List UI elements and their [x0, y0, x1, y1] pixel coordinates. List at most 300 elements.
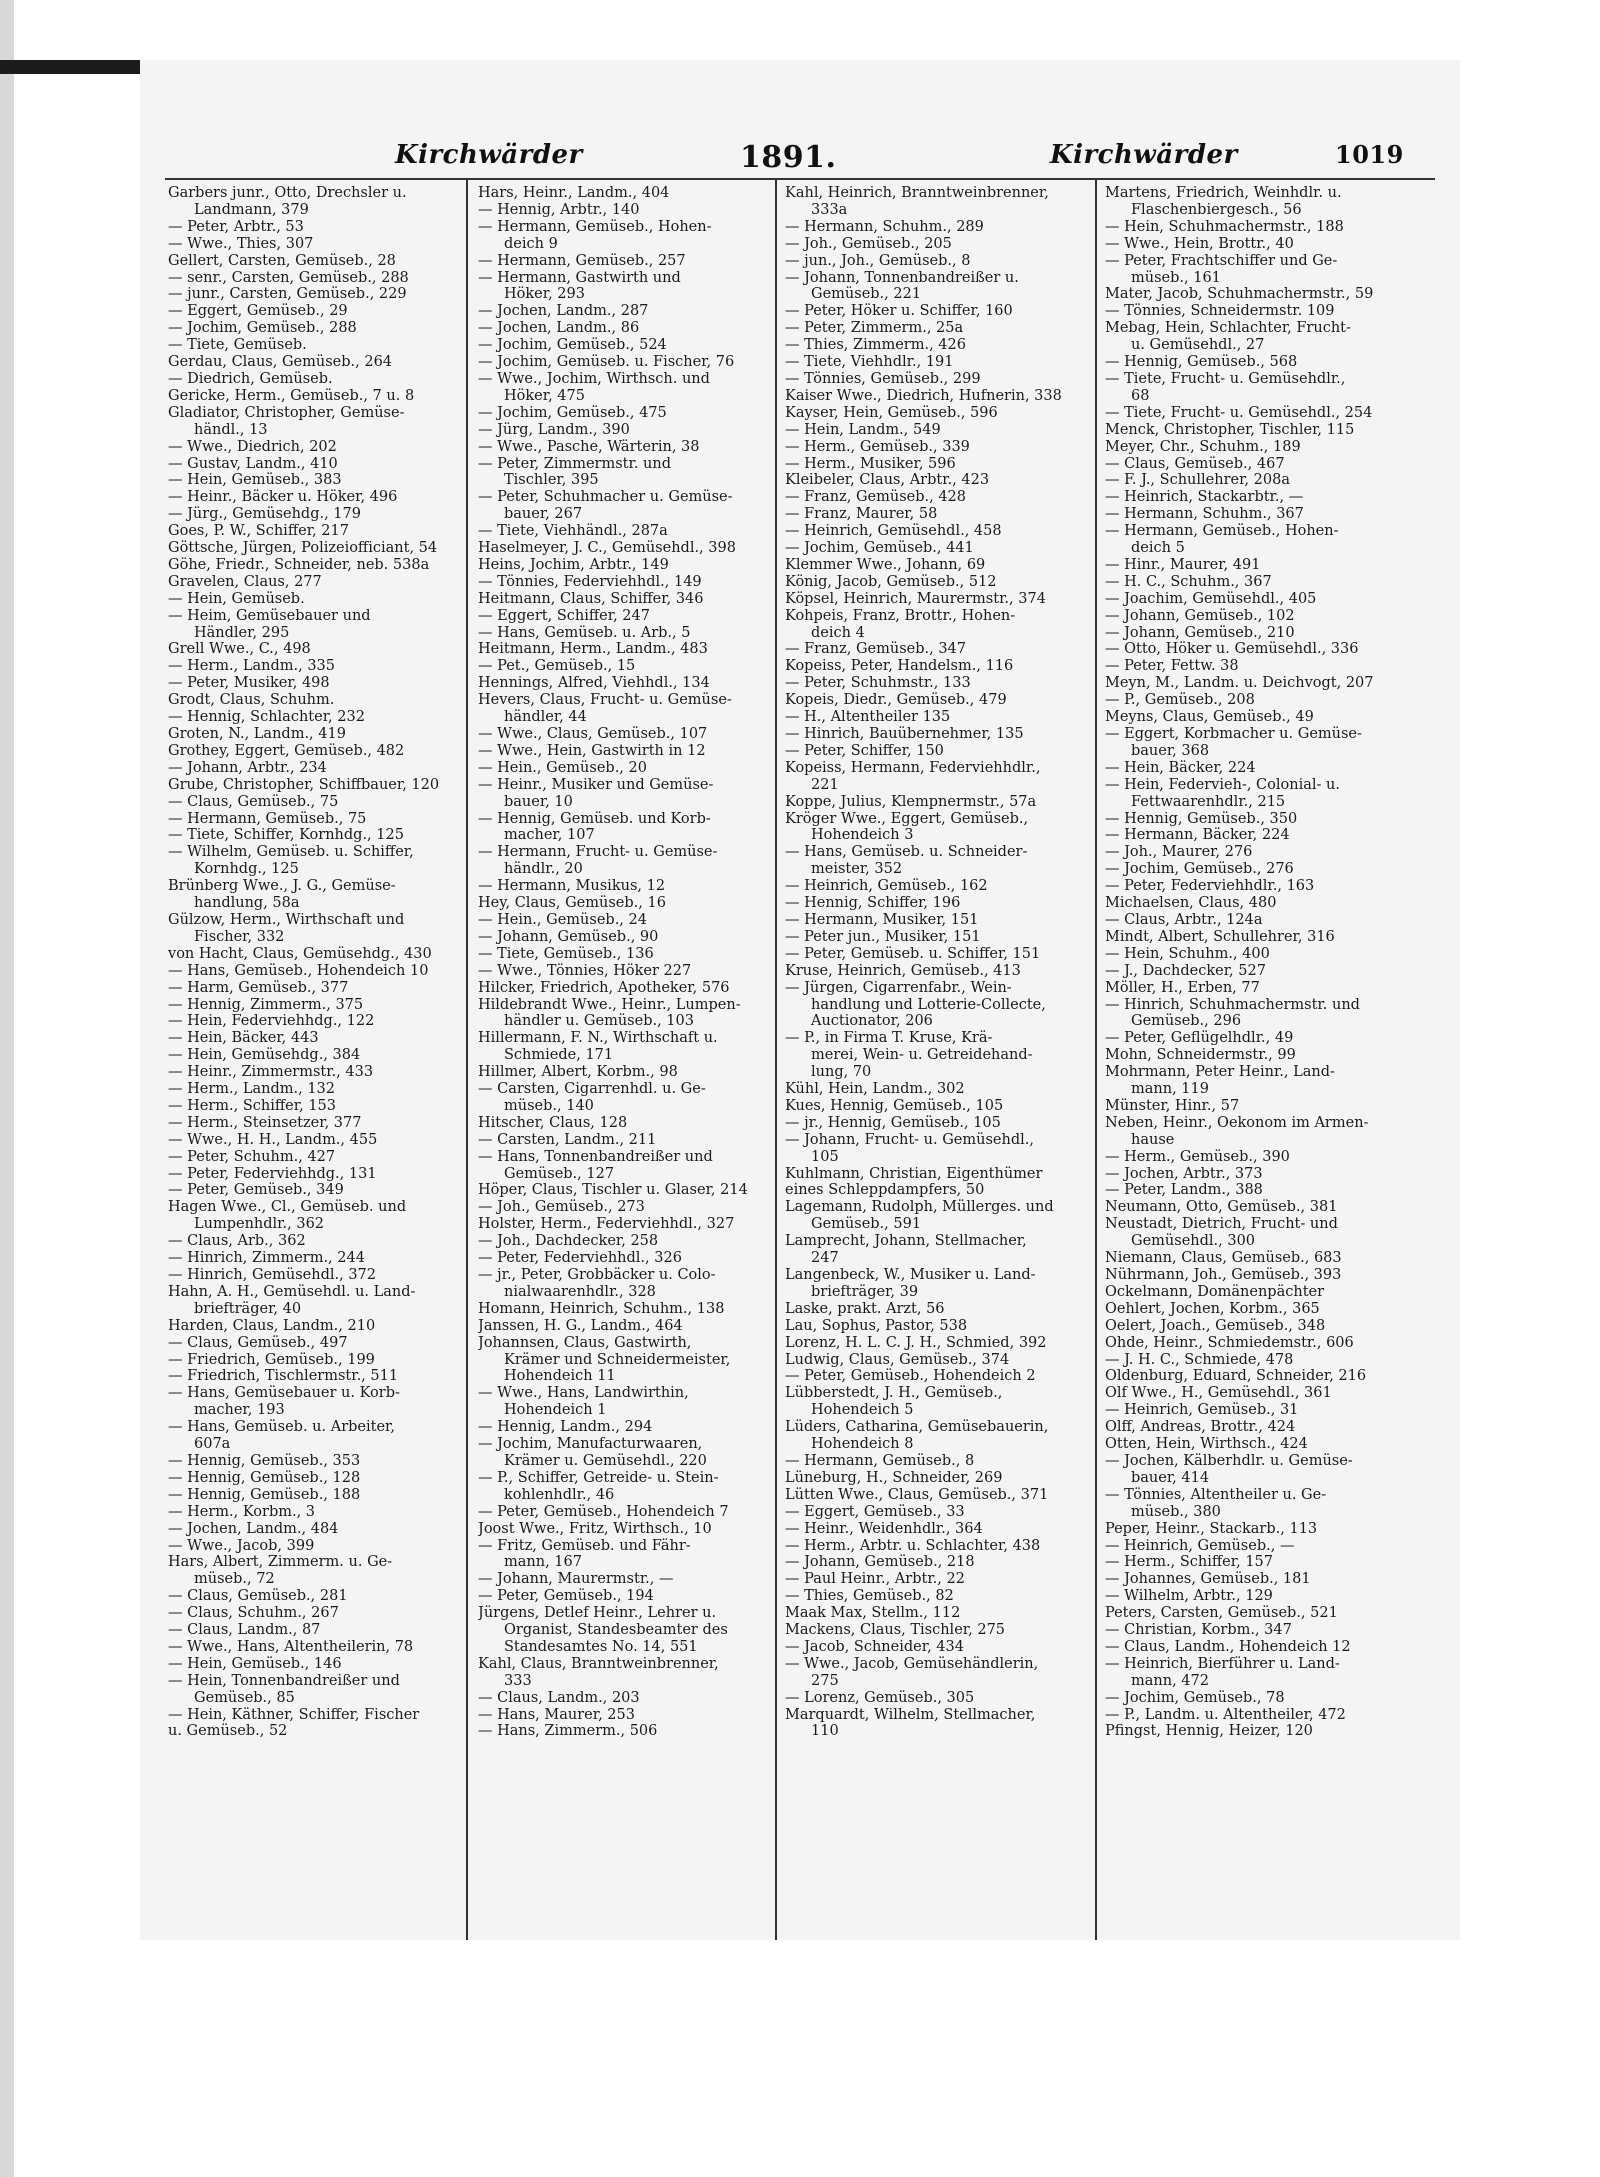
directory-entry-line: Grothey, Eggert, Gemüseb., 482 — [168, 742, 405, 759]
directory-entry-line: — Tiete, Schiffer, Kornhdg., 125 — [168, 827, 404, 844]
directory-entry-line: Nührmann, Joh., Gemüseb., 393 — [1105, 1267, 1342, 1283]
directory-entry-line: Hildebrandt Wwe., Heinr., Lumpen- — [478, 996, 741, 1013]
directory-entry-line: — Herm., Arbtr. u. Schlachter, 438 — [785, 1537, 1041, 1554]
directory-entry-line: müseb., 380 — [1131, 1503, 1221, 1520]
directory-entry-line: Hilcker, Friedrich, Apotheker, 576 — [478, 979, 730, 996]
directory-entry-line: Landmann, 379 — [194, 201, 309, 218]
directory-entry-line: Grell Wwe., C., 498 — [168, 641, 311, 658]
directory-entry-line: — Hein, Bäcker, 224 — [1105, 759, 1256, 776]
directory-entry-line: Kornhdg., 125 — [194, 861, 299, 878]
directory-entry-line: — Tiete, Gemüseb., 136 — [478, 945, 654, 962]
directory-entry-line: Kues, Hennig, Gemüseb., 105 — [785, 1097, 1004, 1114]
directory-entry-line: — Hein, Bäcker, 443 — [168, 1030, 319, 1047]
directory-entry-line: — Peter, Federviehhdlr., 163 — [1105, 878, 1315, 895]
directory-entry-line: — Hennig, Gemüseb. und Korb- — [478, 810, 711, 827]
directory-entry-line: — Claus, Schuhm., 267 — [168, 1605, 339, 1622]
directory-entry-line: — Tiete, Viehhändl., 287a — [478, 523, 668, 540]
directory-entry-line: Homann, Heinrich, Schuhm., 138 — [478, 1300, 725, 1317]
directory-entry-line: Fischer, 332 — [194, 928, 285, 945]
directory-entry-line: — Herm., Schiffer, 153 — [168, 1097, 336, 1114]
directory-entry-line: Ohde, Heinr., Schmiedemstr., 606 — [1105, 1334, 1354, 1351]
directory-entry-line: Hillmer, Albert, Korbm., 98 — [478, 1064, 678, 1081]
directory-entry-line: — Hinrich, Schuhmachermstr. und — [1105, 996, 1360, 1013]
directory-entry-line: — Hein, Schuhm., 400 — [1105, 945, 1270, 962]
directory-entry-line: Hennings, Alfred, Viehhdl., 134 — [478, 675, 710, 692]
directory-entry-line: Olff, Andreas, Brottr., 424 — [1105, 1419, 1296, 1436]
directory-entry-line: handlung und Lotterie-Collecte, — [811, 996, 1046, 1013]
directory-entry-line: Neben, Heinr., Oekonom im Armen- — [1105, 1114, 1369, 1131]
directory-entry-line: 333a — [811, 201, 848, 218]
directory-entry-line: — Hans, Zimmerm., 506 — [478, 1723, 658, 1740]
directory-entry-line: — Peter, Gemüseb., Hohendeich 2 — [785, 1368, 1036, 1385]
directory-entry-line: 105 — [811, 1148, 839, 1165]
directory-entry-line: — J., Dachdecker, 527 — [1105, 962, 1266, 979]
directory-entry-line: — Johann, Gemüseb., 102 — [1105, 607, 1295, 624]
directory-entry-line: — Hans, Tonnenbandreißer und — [478, 1148, 713, 1165]
directory-entry-line: Flaschenbiergesch., 56 — [1131, 201, 1302, 218]
running-title-left: Kirchwärder — [395, 140, 583, 170]
directory-entry-line: — Heinr., Zimmermstr., 433 — [168, 1064, 374, 1081]
directory-entry-line: — Hein, Gemüseb. — [168, 590, 305, 607]
directory-entry-line: — Tönnies, Gemüseb., 299 — [785, 370, 981, 387]
directory-entry-line: handlung, 58a — [194, 895, 300, 912]
directory-entry-line: Menck, Christopher, Tischler, 115 — [1105, 421, 1355, 438]
directory-entry-line: — Herm., Landm., 132 — [168, 1081, 335, 1098]
directory-entry-line: Groten, N., Landm., 419 — [168, 726, 346, 742]
directory-entry-line: — Hans, Maurer, 253 — [478, 1706, 635, 1723]
directory-entry-line: — Johann, Tonnenbandreißer u. — [785, 269, 1019, 286]
directory-entry-line: briefträger, 39 — [811, 1283, 919, 1300]
directory-entry-line: hause — [1131, 1131, 1175, 1148]
directory-entry-line: — Peter jun., Musiker, 151 — [785, 928, 981, 945]
directory-entry-line: — Harm, Gemüseb., 377 — [168, 979, 349, 996]
directory-entry-line: — Hennig, Arbtr., 140 — [478, 201, 640, 218]
directory-entry-line: — Johann, Gemüseb., 90 — [478, 928, 659, 945]
directory-entry-line: u. Gemüseb., 52 — [168, 1723, 288, 1740]
directory-entry-line: — Hennig, Gemüseb., 353 — [168, 1452, 361, 1469]
column-divider — [775, 180, 777, 1940]
directory-entry-line: von Hacht, Claus, Gemüsehdg., 430 — [168, 945, 432, 962]
directory-entry-line: Johannsen, Claus, Gastwirth, — [478, 1334, 692, 1351]
directory-entry-line: Oehlert, Jochen, Korbm., 365 — [1105, 1300, 1320, 1317]
directory-entry-line: — P., in Firma T. Kruse, Krä- — [785, 1030, 993, 1047]
directory-entry-line: — Claus, Gemüseb., 75 — [168, 793, 339, 810]
directory-entry-line: — Hinrich, Bauübernehmer, 135 — [785, 726, 1024, 742]
directory-entry-line: — Johannes, Gemüseb., 181 — [1105, 1571, 1311, 1588]
directory-entry-line: Hars, Heinr., Landm., 404 — [478, 185, 670, 201]
directory-entry-line: — P., Landm. u. Altentheiler, 472 — [1105, 1706, 1346, 1723]
directory-entry-line: — Franz, Maurer, 58 — [785, 506, 938, 523]
directory-entry-line: — Heinrich, Gemüseb., — — [1105, 1537, 1295, 1554]
directory-entry-line: — Wwe., Tönnies, Höker 227 — [478, 962, 692, 979]
directory-entry-line: Gülzow, Herm., Wirthschaft und — [168, 911, 405, 928]
directory-entry-line: — Johann, Frucht- u. Gemüsehdl., — [785, 1131, 1034, 1148]
directory-entry-line: Lüders, Catharina, Gemüsebauerin, — [785, 1419, 1049, 1436]
directory-entry-line: Lagemann, Rudolph, Müllerges. und — [785, 1199, 1054, 1216]
directory-entry-line: Göttsche, Jürgen, Polizeiofficiant, 54 — [168, 540, 438, 557]
directory-entry-line: — Wwe., Hans, Altentheilerin, 78 — [168, 1638, 414, 1655]
directory-entry-line: Hohendeich 8 — [811, 1436, 914, 1453]
directory-entry-line: — Jacob, Schneider, 434 — [785, 1638, 964, 1655]
directory-entry-line: — Hermann, Bäcker, 224 — [1105, 827, 1290, 844]
directory-entry-line: — Tiete, Frucht- u. Gemüsehdlr., — [1105, 370, 1346, 387]
directory-entry-line: Niemann, Claus, Gemüseb., 683 — [1105, 1250, 1342, 1267]
directory-entry-line: Schmiede, 171 — [504, 1047, 614, 1064]
directory-entry-line: Kuhlmann, Christian, Eigenthümer — [785, 1165, 1043, 1182]
directory-entry-line: — Hennig, Gemüseb., 568 — [1105, 354, 1298, 371]
directory-entry-line: — Wwe., Hans, Landwirthin, — [478, 1385, 689, 1402]
directory-entry-line: — Jochim, Gemüseb., 475 — [478, 404, 667, 421]
directory-entry-line: — Hermann, Musiker, 151 — [785, 911, 979, 928]
directory-entry-line: Brünberg Wwe., J. G., Gemüse- — [168, 878, 396, 895]
directory-entry-line: — Johann, Gemüseb., 218 — [785, 1554, 975, 1571]
directory-entry-line: müseb., 140 — [504, 1097, 594, 1114]
directory-entry-line: 247 — [811, 1250, 839, 1267]
directory-entry-line: — Hein, Tonnenbandreißer und — [168, 1672, 400, 1689]
directory-entry-line: — Hans, Gemüseb. u. Schneider- — [785, 844, 1028, 861]
page-header — [140, 140, 1460, 180]
directory-entry-line: Lübberstedt, J. H., Gemüseb., — [785, 1385, 1003, 1402]
directory-entry-line: — Peter, Federviehhdg., 131 — [168, 1165, 377, 1182]
directory-entry-line: — Hein., Gemüseb., 24 — [478, 911, 647, 928]
directory-entry-line: Möller, H., Erben, 77 — [1105, 979, 1260, 996]
directory-entry-line: — Jürg., Gemüsehdg., 179 — [168, 506, 361, 523]
directory-entry-line: — Franz, Gemüseb., 347 — [785, 641, 967, 658]
directory-entry-line: händlr., 20 — [504, 861, 583, 878]
directory-entry-line: — Wwe., Hein, Brottr., 40 — [1105, 235, 1294, 252]
directory-entry-line: — Hennig, Schiffer, 196 — [785, 895, 961, 912]
directory-entry-line: — H., Altentheiler 135 — [785, 709, 951, 726]
directory-entry-line: — Wwe., Jacob, Gemüsehändlerin, — [785, 1655, 1039, 1672]
directory-entry-line: Gerdau, Claus, Gemüseb., 264 — [168, 354, 393, 371]
column-1 — [168, 185, 468, 1945]
directory-entry-line: nialwaarenhdlr., 328 — [504, 1283, 656, 1300]
directory-entry-line: meister, 352 — [811, 861, 903, 878]
column-divider — [1095, 180, 1097, 1940]
directory-entry-line: eines Schleppdampfers, 50 — [785, 1182, 985, 1199]
directory-entry-line: — Diedrich, Gemüseb. — [168, 370, 333, 387]
directory-entry-line: Hahn, A. H., Gemüsehdl. u. Land- — [168, 1283, 416, 1300]
directory-entry-line: — Joh., Maurer, 276 — [1105, 844, 1253, 861]
directory-entry-line: Münster, Hinr., 57 — [1105, 1097, 1240, 1114]
directory-entry-line: Goes, P. W., Schiffer, 217 — [168, 523, 349, 540]
directory-entry-line: Neumann, Otto, Gemüseb., 381 — [1105, 1199, 1338, 1216]
directory-entry-line: — F. J., Schullehrer, 208a — [1105, 472, 1290, 489]
directory-entry-line: 333 — [504, 1672, 532, 1689]
directory-entry-line: — H. C., Schuhm., 367 — [1105, 573, 1272, 590]
directory-entry-line: Hevers, Claus, Frucht- u. Gemüse- — [478, 692, 732, 709]
directory-entry-line: Kopeiss, Peter, Handelsm., 116 — [785, 658, 1014, 675]
directory-entry-line: — Eggert, Gemüseb., 33 — [785, 1503, 965, 1520]
column-3 — [785, 185, 1085, 1945]
directory-entry-line: Holster, Herm., Federviehhdl., 327 — [478, 1216, 735, 1233]
directory-entry-line: — Peter, Geflügelhdlr., 49 — [1105, 1030, 1294, 1047]
directory-entry-line: deich 5 — [1131, 540, 1185, 557]
directory-entry-line: Grube, Christopher, Schiffbauer, 120 — [168, 776, 440, 793]
directory-entry-line: — Hans, Gemüseb., Hohendeich 10 — [168, 962, 429, 979]
directory-entry-line: Höker, 293 — [504, 286, 585, 303]
directory-entry-line: Kahl, Claus, Branntweinbrenner, — [478, 1655, 719, 1672]
directory-entry-line: — Pet., Gemüseb., 15 — [478, 658, 636, 675]
directory-entry-line: — Claus, Landm., 87 — [168, 1622, 321, 1639]
directory-entry-line: Heitmann, Claus, Schiffer, 346 — [478, 590, 704, 607]
directory-entry-line: Kröger Wwe., Eggert, Gemüseb., — [785, 810, 1029, 827]
directory-entry-line: — Hinrich, Gemüsehdl., 372 — [168, 1267, 377, 1283]
directory-entry-line: Lorenz, H. L. C. J. H., Schmied, 392 — [785, 1334, 1047, 1351]
directory-entry-line: händler, 44 — [504, 709, 587, 726]
directory-entry-line: Meyn, M., Landm. u. Deichvogt, 207 — [1105, 675, 1374, 692]
directory-entry-line: bauer, 414 — [1131, 1469, 1210, 1486]
directory-entry-line: — jun., Joh., Gemüseb., 8 — [785, 252, 971, 269]
directory-entry-line: Krämer und Schneidermeister, — [504, 1351, 731, 1368]
directory-entry-line: Marquardt, Wilhelm, Stellmacher, — [785, 1706, 1036, 1723]
directory-entry-line: — jr., Hennig, Gemüseb., 105 — [785, 1114, 1001, 1131]
directory-entry-line: — Joh., Gemüseb., 273 — [478, 1199, 645, 1216]
directory-entry-line: Langenbeck, W., Musiker u. Land- — [785, 1267, 1036, 1283]
directory-entry-line: Mindt, Albert, Schullehrer, 316 — [1105, 928, 1335, 945]
directory-entry-line: — Hein., Gemüseb., 20 — [478, 759, 647, 776]
book-spine-edge — [0, 0, 14, 2177]
directory-entry-line: — Wwe., Jacob, 399 — [168, 1537, 315, 1554]
directory-entry-line: deich 9 — [504, 235, 558, 252]
directory-entry-line: — Hermann, Frucht- u. Gemüse- — [478, 844, 718, 861]
directory-entry-line: — Heinr., Bäcker u. Höker, 496 — [168, 489, 398, 506]
directory-entry-line: — Hennig, Schlachter, 232 — [168, 709, 365, 726]
directory-entry-line: händl., 13 — [194, 421, 268, 438]
directory-entry-line: — Fritz, Gemüseb. und Fähr- — [478, 1537, 691, 1554]
directory-entry-line: Klemmer Wwe., Johann, 69 — [785, 556, 986, 573]
directory-entry-line: Kayser, Hein, Gemüseb., 596 — [785, 404, 998, 421]
directory-entry-line: Hillermann, F. N., Wirthschaft u. — [478, 1030, 718, 1047]
directory-entry-line: Mater, Jacob, Schuhmachermstr., 59 — [1105, 286, 1374, 303]
directory-entry-line: — Herm., Musiker, 596 — [785, 455, 956, 472]
directory-entry-line: — Jochim, Gemüseb., 78 — [1105, 1689, 1285, 1706]
directory-entry-line: — Hans, Gemüseb. u. Arbeiter, — [168, 1419, 395, 1436]
directory-entry-line: — Hennig, Gemüseb., 350 — [1105, 810, 1298, 827]
directory-entry-line: Meyns, Claus, Gemüseb., 49 — [1105, 709, 1314, 726]
directory-entry-line: — Lorenz, Gemüseb., 305 — [785, 1689, 975, 1706]
directory-entry-line: — Joh., Gemüseb., 205 — [785, 235, 952, 252]
directory-entry-line: — Hermann, Schuhm., 367 — [1105, 506, 1304, 523]
directory-entry-line: — Peter, Frachtschiffer und Ge- — [1105, 252, 1338, 269]
directory-entry-line: — Jochen, Landm., 484 — [168, 1520, 339, 1537]
directory-entry-line: — Peter, Schuhmacher u. Gemüse- — [478, 489, 733, 506]
year-heading: 1891. — [740, 140, 837, 175]
directory-entry-line: — Peter, Gemüseb. u. Schiffer, 151 — [785, 945, 1041, 962]
directory-entry-line: König, Jacob, Gemüseb., 512 — [785, 573, 997, 590]
directory-entry-line: — Jochen, Landm., 86 — [478, 320, 640, 337]
directory-entry-line: — Hans, Gemüseb. u. Arb., 5 — [478, 624, 691, 641]
directory-entry-line: Oldenburg, Eduard, Schneider, 216 — [1105, 1368, 1367, 1385]
directory-entry-line: — Wwe., Claus, Gemüseb., 107 — [478, 726, 708, 742]
directory-entry-line: Hars, Albert, Zimmerm. u. Ge- — [168, 1554, 393, 1571]
directory-entry-line: Maak Max, Stellm., 112 — [785, 1605, 961, 1622]
directory-entry-line: Gravelen, Claus, 277 — [168, 573, 322, 590]
page-number: 1019 — [1335, 140, 1404, 169]
directory-entry-line: — P., Gemüseb., 208 — [1105, 692, 1255, 709]
directory-entry-line: händler u. Gemüseb., 103 — [504, 1013, 694, 1030]
directory-entry-line: Kopeiss, Hermann, Federviehhdlr., — [785, 759, 1041, 776]
directory-entry-line: Hey, Claus, Gemüseb., 16 — [478, 895, 666, 912]
directory-entry-line: — Hein, Landm., 549 — [785, 421, 941, 438]
directory-page — [140, 60, 1460, 1940]
directory-entry-line: macher, 107 — [504, 827, 595, 844]
directory-entry-line: — Heinrich, Gemüseb., 162 — [785, 878, 988, 895]
directory-entry-line: — Hermann, Gemüseb., Hohen- — [1105, 523, 1339, 540]
directory-entry-line: müseb., 161 — [1131, 269, 1221, 286]
directory-entry-line: — Herm., Gemüseb., 390 — [1105, 1148, 1290, 1165]
directory-entry-line: bauer, 10 — [504, 793, 573, 810]
directory-entry-line: — Heinr., Musiker und Gemüse- — [478, 776, 714, 793]
directory-entry-line: — Hein, Gemüseb., 146 — [168, 1655, 342, 1672]
directory-entry-line: Michaelsen, Claus, 480 — [1105, 895, 1277, 912]
directory-entry-line: 221 — [811, 776, 839, 793]
directory-entry-line: — Wilhelm, Gemüseb. u. Schiffer, — [168, 844, 414, 861]
directory-entry-line: Tischler, 395 — [504, 472, 599, 489]
directory-entry-line: Lütten Wwe., Claus, Gemüseb., 371 — [785, 1486, 1049, 1503]
directory-entry-line: Kaiser Wwe., Diedrich, Hufnerin, 338 — [785, 387, 1062, 404]
directory-entry-line: — Eggert, Schiffer, 247 — [478, 607, 650, 624]
directory-entry-line: Standesamtes No. 14, 551 — [504, 1638, 698, 1655]
directory-entry-line: — Christian, Korbm., 347 — [1105, 1622, 1292, 1639]
directory-entry-line: Meyer, Chr., Schuhm., 189 — [1105, 438, 1301, 455]
directory-entry-line: — Jochim, Gemüseb., 288 — [168, 320, 357, 337]
directory-entry-line: — Friedrich, Tischlermstr., 511 — [168, 1368, 399, 1385]
directory-entry-line: Heitmann, Herm., Landm., 483 — [478, 641, 708, 658]
directory-entry-line: — Peter, Zimmerm., 25a — [785, 320, 964, 337]
directory-entry-line: — Peter, Fettw. 38 — [1105, 658, 1239, 675]
directory-entry-line: Höker, 475 — [504, 387, 585, 404]
directory-entry-line: — Peter, Zimmermstr. und — [478, 455, 672, 472]
directory-entry-line: — Peter, Landm., 388 — [1105, 1182, 1263, 1199]
directory-entry-line: — Hein, Schuhmachermstr., 188 — [1105, 218, 1344, 235]
directory-entry-line: 275 — [811, 1672, 839, 1689]
directory-entry-line: Lüneburg, H., Schneider, 269 — [785, 1469, 1003, 1486]
directory-entry-line: — Peter, Federviehhdl., 326 — [478, 1250, 682, 1267]
directory-entry-line: — Hein, Gemüsehdg., 384 — [168, 1047, 361, 1064]
directory-entry-line: Janssen, H. G., Landm., 464 — [478, 1317, 683, 1334]
directory-entry-line: Joost Wwe., Fritz, Wirthsch., 10 — [478, 1520, 712, 1537]
directory-entry-line: deich 4 — [811, 624, 865, 641]
directory-entry-line: Hagen Wwe., Cl., Gemüseb. und — [168, 1199, 407, 1216]
directory-entry-line: — Heinr., Weidenhdlr., 364 — [785, 1520, 983, 1537]
directory-entry-line: — Gustav, Landm., 410 — [168, 455, 338, 472]
directory-entry-line: — Tiete, Viehhdlr., 191 — [785, 354, 954, 371]
directory-entry-line: — Hennig, Gemüseb., 128 — [168, 1469, 361, 1486]
directory-entry-line: bauer, 368 — [1131, 742, 1210, 759]
directory-entry-line: — Hein, Käthner, Schiffer, Fischer — [168, 1706, 420, 1723]
directory-entry-line: — Thies, Zimmerm., 426 — [785, 337, 966, 354]
directory-entry-line: — Peter, Schuhmstr., 133 — [785, 675, 971, 692]
directory-entry-line: macher, 193 — [194, 1402, 285, 1419]
directory-entry-line: — Hennig, Gemüseb., 188 — [168, 1486, 361, 1503]
directory-entry-line: Gemüseb., 85 — [194, 1689, 295, 1706]
directory-entry-line: — Hinr., Maurer, 491 — [1105, 556, 1261, 573]
directory-entry-line: Köpsel, Heinrich, Maurermstr., 374 — [785, 590, 1046, 607]
directory-entry-line: — Carsten, Landm., 211 — [478, 1131, 657, 1148]
directory-entry-line: — Hermann, Musikus, 12 — [478, 878, 666, 895]
directory-entry-line: Haselmeyer, J. C., Gemüsehdl., 398 — [478, 540, 736, 557]
directory-entry-line: mann, 472 — [1131, 1672, 1209, 1689]
directory-entry-line: — Hennig, Landm., 294 — [478, 1419, 653, 1436]
directory-entry-line: Gemüseb., 221 — [811, 286, 922, 303]
directory-entry-line: merei, Wein- u. Getreidehand- — [811, 1047, 1033, 1064]
directory-entry-line: Ockelmann, Domänenpächter — [1105, 1283, 1325, 1300]
directory-entry-line: Gemüseb., 127 — [504, 1165, 615, 1182]
column-4 — [1105, 185, 1405, 1945]
column-2 — [478, 185, 778, 1945]
directory-entry-line: Göhe, Friedr., Schneider, neb. 538a — [168, 556, 430, 573]
directory-entry-line: Kühl, Hein, Landm., 302 — [785, 1081, 965, 1098]
column-divider — [466, 180, 468, 1940]
directory-entry-line: — Hermann, Schuhm., 289 — [785, 218, 984, 235]
directory-entry-line: — Jochim, Gemüseb., 441 — [785, 540, 974, 557]
directory-entry-line: Heins, Jochim, Arbtr., 149 — [478, 556, 669, 573]
directory-entry-line: briefträger, 40 — [194, 1300, 302, 1317]
directory-entry-line: — Otto, Höker u. Gemüsehdl., 336 — [1105, 641, 1359, 658]
directory-entry-line: — Peter, Arbtr., 53 — [168, 218, 304, 235]
directory-entry-line: — Claus, Gemüseb., 497 — [168, 1334, 348, 1351]
directory-entry-line: — Hein, Federvieh-, Colonial- u. — [1105, 776, 1340, 793]
directory-entry-line: Gellert, Carsten, Gemüseb., 28 — [168, 252, 396, 269]
directory-entry-line: — Jürg, Landm., 390 — [478, 421, 630, 438]
directory-entry-line: Fettwaarenhdlr., 215 — [1131, 793, 1286, 810]
directory-entry-line: — Jochen, Arbtr., 373 — [1105, 1165, 1263, 1182]
directory-entry-line: — Claus, Landm., 203 — [478, 1689, 640, 1706]
directory-entry-line: Hohendeich 5 — [811, 1402, 914, 1419]
directory-entry-line: — Jochim, Gemüseb., 276 — [1105, 861, 1294, 878]
directory-entry-line: — senr., Carsten, Gemüseb., 288 — [168, 269, 409, 286]
directory-entry-line: Garbers junr., Otto, Drechsler u. — [168, 185, 407, 201]
directory-entry-line: Oelert, Joach., Gemüseb., 348 — [1105, 1317, 1326, 1334]
directory-entry-line: — Wwe., Pasche, Wärterin, 38 — [478, 438, 700, 455]
directory-entry-line: — Wwe., Hein, Gastwirth in 12 — [478, 742, 706, 759]
directory-entry-line: — Heinrich, Gemüseb., 31 — [1105, 1402, 1299, 1419]
directory-entry-line: — Wwe., Jochim, Wirthsch. und — [478, 370, 710, 387]
directory-entry-line: — Carsten, Cigarrenhdl. u. Ge- — [478, 1081, 706, 1098]
directory-entry-line: — Heinrich, Gemüsehdl., 458 — [785, 523, 1002, 540]
directory-entry-line: mann, 167 — [504, 1554, 582, 1571]
directory-entry-line: Höper, Claus, Tischler u. Glaser, 214 — [478, 1182, 748, 1199]
directory-entry-line: Lamprecht, Johann, Stellmacher, — [785, 1233, 1027, 1250]
directory-entry-line: 110 — [811, 1723, 839, 1740]
directory-entry-line: Kohpeis, Franz, Brottr., Hohen- — [785, 607, 1016, 624]
directory-entry-line: Neustadt, Dietrich, Frucht- und — [1105, 1216, 1338, 1233]
directory-entry-line: Mebag, Hein, Schlachter, Frucht- — [1105, 320, 1351, 337]
directory-entry-line: Kahl, Heinrich, Branntweinbrenner, — [785, 185, 1049, 201]
directory-entry-line: — Wwe., H. H., Landm., 455 — [168, 1131, 378, 1148]
directory-entry-line: 68 — [1131, 387, 1150, 404]
directory-entry-line: Kleibeler, Claus, Arbtr., 423 — [785, 472, 990, 489]
directory-entry-line: Hohendeich 11 — [504, 1368, 616, 1385]
directory-entry-line: — Heinrich, Stackarbtr., — — [1105, 489, 1304, 506]
directory-entry-line: — J. H. C., Schmiede, 478 — [1105, 1351, 1294, 1368]
directory-entry-line: — Hermann, Gemüseb., 75 — [168, 810, 367, 827]
directory-entry-line: — Johann, Arbtr., 234 — [168, 759, 327, 776]
directory-entry-line: kohlenhdlr., 46 — [504, 1486, 615, 1503]
directory-entry-line: mann, 119 — [1131, 1081, 1209, 1098]
directory-entry-line: — junr., Carsten, Gemüseb., 229 — [168, 286, 407, 303]
directory-entry-line: — Hermann, Gemüseb., Hohen- — [478, 218, 712, 235]
directory-entry-line: — Peter, Musiker, 498 — [168, 675, 330, 692]
directory-entry-line: — Johann, Maurermstr., — — [478, 1571, 674, 1588]
directory-entry-line: — Herm., Schiffer, 157 — [1105, 1554, 1273, 1571]
directory-entry-line: — Paul Heinr., Arbtr., 22 — [785, 1571, 965, 1588]
directory-entry-line: Gemüseb., 296 — [1131, 1013, 1242, 1030]
directory-entry-line: Lau, Sophus, Pastor, 538 — [785, 1317, 968, 1334]
directory-entry-line: Gericke, Herm., Gemüseb., 7 u. 8 — [168, 387, 415, 404]
directory-entry-line: — Claus, Landm., Hohendeich 12 — [1105, 1638, 1351, 1655]
